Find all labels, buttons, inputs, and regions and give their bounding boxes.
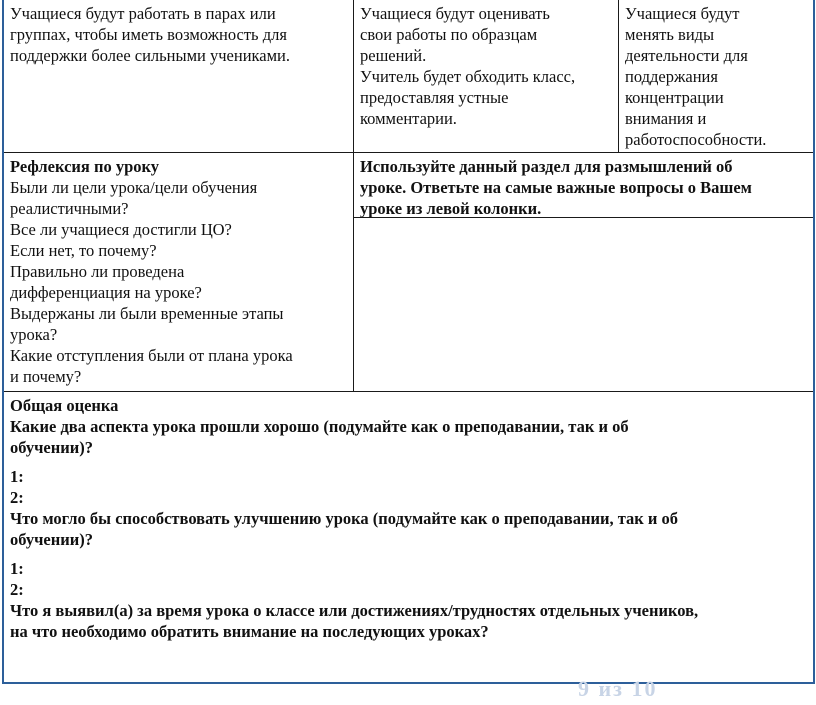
answer-slot[interactable]: 2: bbox=[10, 488, 24, 507]
overall-assessment-cell bbox=[4, 392, 813, 682]
reflection-instruction: Используйте данный раздел для размышлений об bbox=[360, 157, 733, 176]
overall-question: на что необходимо обратить внимание на последующих уроках? bbox=[10, 622, 489, 641]
text-line: Учащиеся будут работать в парах или bbox=[10, 4, 276, 23]
answer-slot[interactable]: 1: bbox=[10, 467, 24, 486]
reflection-instruction: уроке. Ответьте на самые важные вопросы о Вашем bbox=[360, 178, 752, 197]
reflection-answer-area[interactable] bbox=[354, 218, 813, 391]
reflection-question: Правильно ли проведена bbox=[10, 262, 185, 281]
reflection-instruction-cell bbox=[354, 153, 813, 217]
text-line: деятельности для bbox=[625, 46, 748, 65]
reflection-question: Какие отступления были от плана урока bbox=[10, 346, 293, 365]
reflection-question: реалистичными? bbox=[10, 199, 129, 218]
reflection-question: Были ли цели урока/цели обучения bbox=[10, 178, 258, 197]
reflection-question: Выдержаны ли были временные этапы bbox=[10, 304, 284, 323]
overall-question: обучении)? bbox=[10, 438, 94, 457]
text-line: Учитель будет обходить класс, bbox=[360, 67, 576, 86]
text-line: Учащиеся будут оценивать bbox=[360, 4, 550, 23]
text-line: Учащиеся будут bbox=[625, 4, 740, 23]
text-line: свои работы по образцам bbox=[360, 25, 538, 44]
health-cell bbox=[619, 0, 813, 152]
reflection-question: урока? bbox=[10, 325, 58, 344]
page-number-fragment: 9 из 10 bbox=[578, 676, 658, 701]
text-line: поддержки более сильными учениками. bbox=[10, 46, 291, 65]
reflection-question: и почему? bbox=[10, 367, 82, 386]
answer-slot[interactable]: 2: bbox=[10, 580, 24, 599]
text-line: концентрации bbox=[625, 88, 724, 107]
assessment-cell bbox=[354, 0, 618, 152]
reflection-question: Если нет, то почему? bbox=[10, 241, 157, 260]
text-line: решений. bbox=[360, 46, 427, 65]
text-line: внимания и bbox=[625, 109, 707, 128]
text-line: предоставляя устные bbox=[360, 88, 509, 107]
reflection-instruction: уроке из левой колонки. bbox=[360, 199, 542, 218]
reflection-question: дифференциация на уроке? bbox=[10, 283, 202, 302]
overall-question: Что могло бы способствовать улучшению урока (подумайте как о преподавании, так и об bbox=[10, 509, 679, 528]
overall-question: Какие два аспекта урока прошли хорошо (подумайте как о преподавании, так и об bbox=[10, 417, 629, 436]
reflection-heading: Рефлексия по уроку bbox=[10, 157, 160, 176]
overall-question: Что я выявил(а) за время урока о классе или достижениях/трудностях отдельных учеников, bbox=[10, 601, 699, 620]
reflection-question: Все ли учащиеся достигли ЦО? bbox=[10, 220, 232, 239]
reflection-questions-cell bbox=[4, 153, 353, 391]
text-line: работоспособности. bbox=[625, 130, 767, 149]
support-cell bbox=[4, 0, 353, 152]
text-line: комментарии. bbox=[360, 109, 457, 128]
overall-heading: Общая оценка bbox=[10, 396, 119, 415]
text-line: менять виды bbox=[625, 25, 715, 44]
overall-question: обучении)? bbox=[10, 530, 94, 549]
text-line: группах, чтобы иметь возможность для bbox=[10, 25, 287, 44]
text-line: поддержания bbox=[625, 67, 718, 86]
answer-slot[interactable]: 1: bbox=[10, 559, 24, 578]
